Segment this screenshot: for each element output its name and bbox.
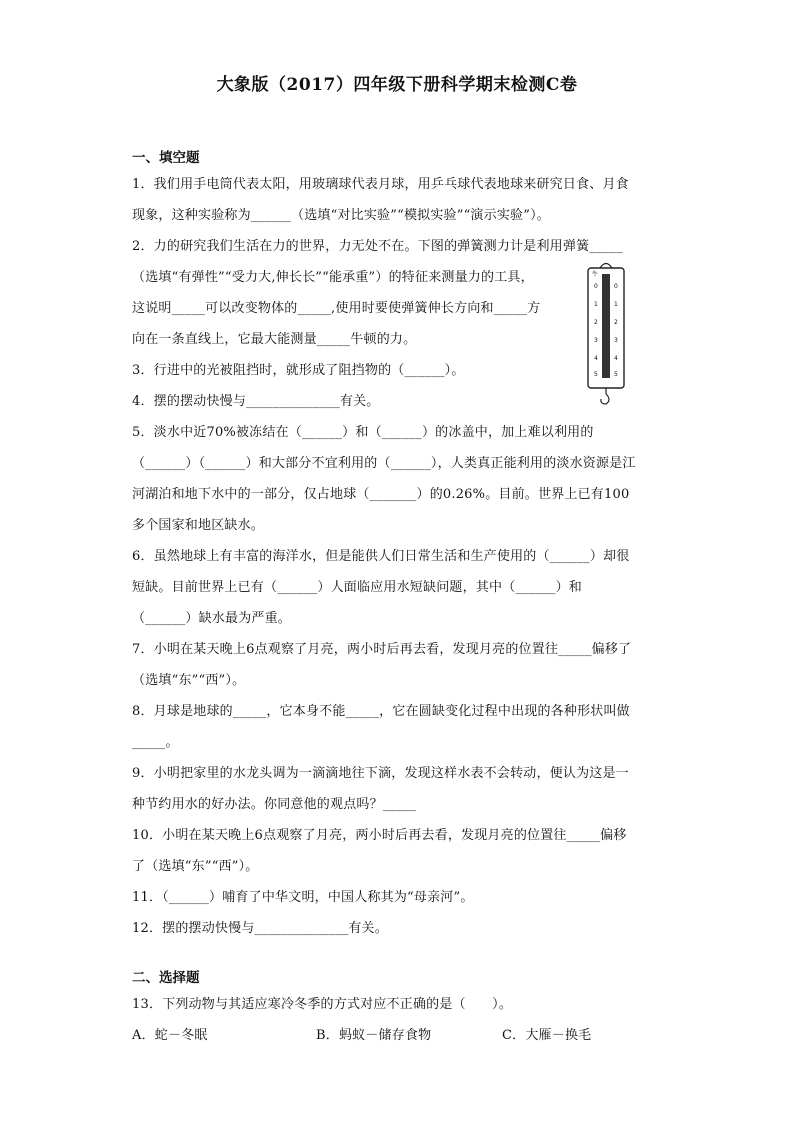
scale-tick-label: 2: [594, 319, 598, 326]
question-line: （______）缺水最为严重。: [132, 611, 292, 626]
question-line: 多个国家和地区缺水。: [132, 518, 265, 533]
question-line: 现象，这种实验称为______（选填“对比实验”“模拟实验”“演示实验”）。: [132, 208, 550, 223]
scale-tick-label: 0: [594, 283, 598, 290]
option-c: C．大雁－换毛: [502, 1028, 592, 1043]
question-line: （______）（______）和大部分不宜利用的（______），人类真正能利用的淡水资源是江: [132, 456, 636, 471]
question-line: 10．小明在某天晚上6点观察了月亮，两小时后再去看，发现月亮的位置往_____偏移: [132, 828, 627, 843]
question-line: 11．（______）哺育了中华文明，中国人称其为“母亲河”。: [132, 890, 474, 905]
question-line: 6．虽然地球上有丰富的海洋水，但是能供人们日常生活和生产使用的（______）却很: [132, 549, 630, 564]
question-line: （选填“东”“西”）。: [132, 673, 246, 688]
scale-tick-label: 1: [594, 301, 598, 308]
question-line: 向在一条直线上，它最大能测量_____牛顿的力。: [132, 332, 417, 347]
question-line: 8．月球是地球的_____，它本身不能_____，它在圆缺变化过程中出现的各种形状叫做: [132, 704, 630, 719]
question-line: 12．摆的摆动快慢与______________有关。: [132, 921, 388, 936]
scale-tick-label: 3: [614, 337, 618, 344]
question-line: 这说明_____可以改变物体的_____,使用时要使弹簧伸长方向和_____方: [132, 301, 541, 316]
question-line: 2．力的研究我们生活在力的世界，力无处不在。下图的弹簧测力计是利用弹簧_____: [132, 239, 623, 254]
scale-tick-label: 2: [614, 319, 618, 326]
question-line: _____。: [132, 735, 179, 750]
question-line: 5．淡水中近70%被冻结在（______）和（______）的冰盖中，加上难以利用的: [132, 425, 594, 440]
scale-tick-label: 4: [594, 355, 598, 362]
scale-tick-label: 4: [614, 355, 618, 362]
option-b: B．蚂蚁－储存食物: [316, 1028, 432, 1043]
question-line: 河湖泊和地下水中的一部分，仅占地球（_______）的0.26%。目前。世界上已有100: [132, 487, 630, 502]
scale-tick-label: 0: [614, 283, 618, 290]
question-line: 9．小明把家里的水龙头调为一滴滴地往下滴，发现这样水表不会转动，便认为这是一: [132, 766, 629, 781]
scale-tick-label: 1: [614, 301, 618, 308]
question-line: 种节约用水的好办法。你同意他的观点吗？_____: [132, 797, 417, 812]
question-line: 1．我们用手电筒代表太阳，用玻璃球代表月球，用乒乓球代表地球来研究日食、月食: [132, 177, 629, 192]
scale-tick-label: 3: [594, 337, 598, 344]
question-line: 短缺。目前世界上已有（______）人面临应用水短缺问题，其中（______）和: [132, 580, 583, 595]
question-line: 3．行进中的光被阻挡时，就形成了阻挡物的（______）。: [132, 363, 465, 378]
scale-unit-label: 牛: [592, 271, 599, 278]
scale-tick-label: 5: [614, 371, 618, 378]
scale-tick-label: 5: [594, 371, 598, 378]
question-line: （选填“有弹性”“受力大,伸长长”“能承重”）的特征来测量力的工具，: [132, 270, 534, 285]
option-a: A．蛇－冬眠: [132, 1028, 208, 1043]
question-line: 7．小明在某天晚上6点观察了月亮，两小时后再去看，发现月亮的位置往_____偏移了: [132, 642, 632, 657]
section-fill-heading: 一、填空题: [132, 150, 200, 166]
question-line: 4．摆的摆动快慢与______________有关。: [132, 394, 380, 409]
page-title: 大象版（2017）四年级下册科学期末检测C卷: [216, 75, 578, 95]
section-choice-heading: 二、选择题: [132, 970, 200, 986]
question-line: 了（选填“东”“西”）。: [132, 859, 259, 874]
spring-scale-figure: [586, 258, 626, 408]
question-line: 13．下列动物与其适应寒冷冬季的方式对应不正确的是（ ）。: [132, 997, 513, 1012]
